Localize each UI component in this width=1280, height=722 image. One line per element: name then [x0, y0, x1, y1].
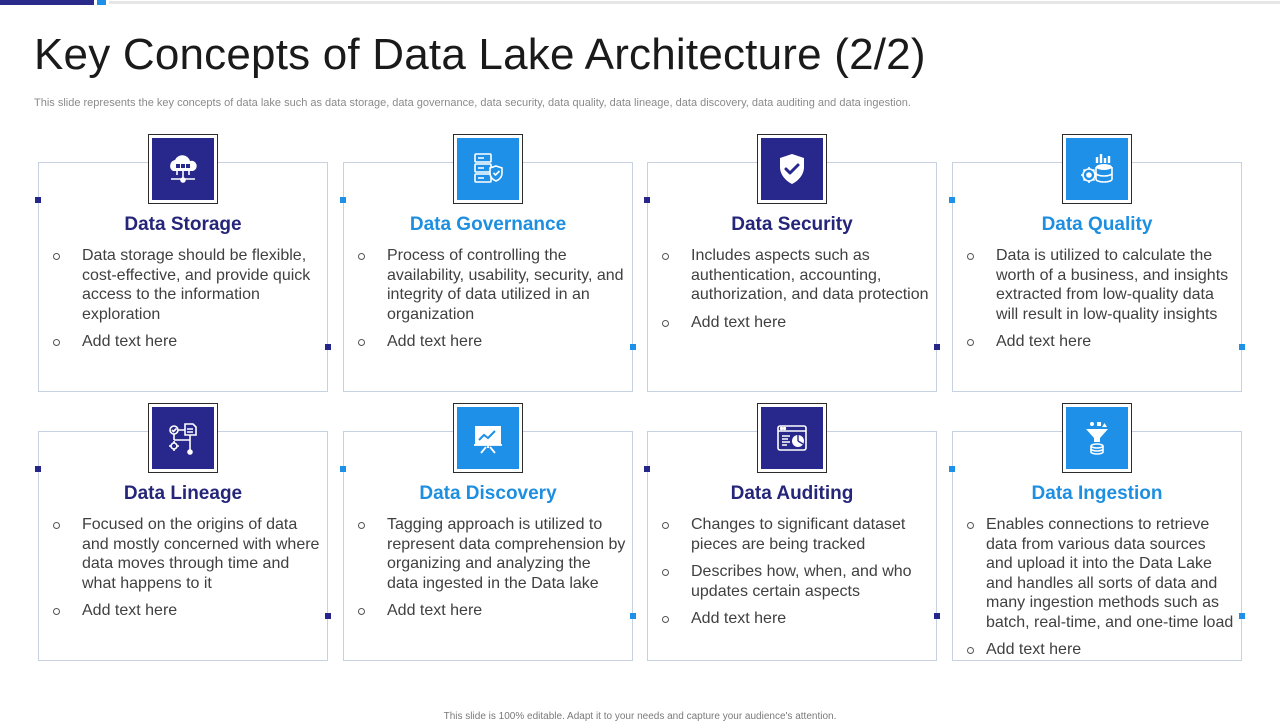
- decor-dot: [644, 197, 650, 203]
- bullet-item: Describes how, when, and who updates certain aspects: [661, 562, 930, 601]
- bullet-item: Tagging approach is utilized to represent data comprehension by organizing and analyzing the data ingested in the Data lake: [357, 515, 626, 593]
- bullet-item: Includes aspects such as authentication, accounting, authorization, and data protection: [661, 246, 930, 305]
- card-title: Data Storage: [124, 214, 242, 235]
- top-accent-bar: [0, 0, 1280, 5]
- card-title: Data Quality: [1041, 214, 1153, 235]
- card-title: Data Security: [731, 214, 853, 235]
- decor-dot: [644, 466, 650, 472]
- bullet-item: Add text here: [52, 601, 321, 621]
- bullet-list: [966, 246, 1235, 360]
- bullet-list: [661, 515, 930, 637]
- decor-dot: [340, 197, 346, 203]
- bullet-item: Process of controlling the availability, usability, security, and integrity of data utilized in an organization: [357, 246, 626, 324]
- decor-dot: [325, 344, 331, 350]
- bullet-item: Enables connections to retrieve data from various data sources and upload it into the Data Lake and handles all sorts of data and many ingestion methods such as batch, real-time, and one-time load: [966, 515, 1235, 632]
- bullet-item: Add text here: [661, 609, 930, 629]
- shield-check-icon: [757, 134, 827, 204]
- bullet-list: [661, 246, 930, 340]
- card-data-auditing: [647, 431, 937, 661]
- bullet-item: Focused on the origins of data and mostly concerned with where data moves through time and what happens to it: [52, 515, 321, 593]
- decor-dot: [35, 466, 41, 472]
- card-data-discovery: [343, 431, 633, 661]
- card-title: Data Discovery: [419, 483, 557, 504]
- card-data-governance: [343, 162, 633, 392]
- bullet-item: Add text here: [966, 332, 1235, 352]
- card-data-storage: [38, 162, 328, 392]
- bullet-item: Data storage should be flexible, cost-effective, and provide quick access to the information exploration: [52, 246, 321, 324]
- bullet-list: [966, 515, 1235, 668]
- decor-dot: [949, 466, 955, 472]
- card-data-ingestion: [952, 431, 1242, 661]
- bullet-item: Add text here: [357, 332, 626, 352]
- cloud-database-icon: [148, 134, 218, 204]
- footer-note: This slide is 100% editable. Adapt it to your needs and capture your audience's attention.: [443, 711, 837, 722]
- server-shield-icon: [453, 134, 523, 204]
- card-data-security: [647, 162, 937, 392]
- decor-dot: [934, 344, 940, 350]
- decor-dot: [35, 197, 41, 203]
- bullet-list: [357, 515, 626, 629]
- bullet-item: Add text here: [661, 313, 930, 333]
- page-subtitle: This slide represents the key concepts of data lake such as data storage, data governance, data security, data quality, data lineage, data discovery, data auditing and data ingestion.: [34, 97, 911, 109]
- bullet-list: [52, 515, 321, 629]
- card-title: Data Auditing: [730, 483, 854, 504]
- decor-dot: [934, 613, 940, 619]
- card-title: Data Lineage: [123, 483, 243, 504]
- decor-dot: [949, 197, 955, 203]
- decor-dot: [340, 466, 346, 472]
- funnel-database-icon: [1062, 403, 1132, 473]
- bullet-item: Add text here: [52, 332, 321, 352]
- bullet-item: Data is utilized to calculate the worth of a business, and insights extracted from low-quality data will result in low-quality insights: [966, 246, 1235, 324]
- presentation-board-icon: [453, 403, 523, 473]
- decor-dot: [630, 344, 636, 350]
- bullet-item: Add text here: [357, 601, 626, 621]
- bullet-item: Changes to significant dataset pieces are being tracked: [661, 515, 930, 554]
- data-flow-icon: [148, 403, 218, 473]
- decor-dot: [325, 613, 331, 619]
- card-title: Data Governance: [409, 214, 567, 235]
- bullet-item: Add text here: [966, 640, 1235, 660]
- bullet-list: [357, 246, 626, 360]
- card-data-quality: [952, 162, 1242, 392]
- card-title: Data Ingestion: [1031, 483, 1163, 504]
- decor-dot: [1239, 344, 1245, 350]
- browser-pie-chart-icon: [757, 403, 827, 473]
- bullet-list: [52, 246, 321, 360]
- page-title: Key Concepts of Data Lake Architecture (2/2): [34, 30, 926, 79]
- card-data-lineage: [38, 431, 328, 661]
- decor-dot: [1239, 613, 1245, 619]
- decor-dot: [630, 613, 636, 619]
- gear-database-chart-icon: [1062, 134, 1132, 204]
